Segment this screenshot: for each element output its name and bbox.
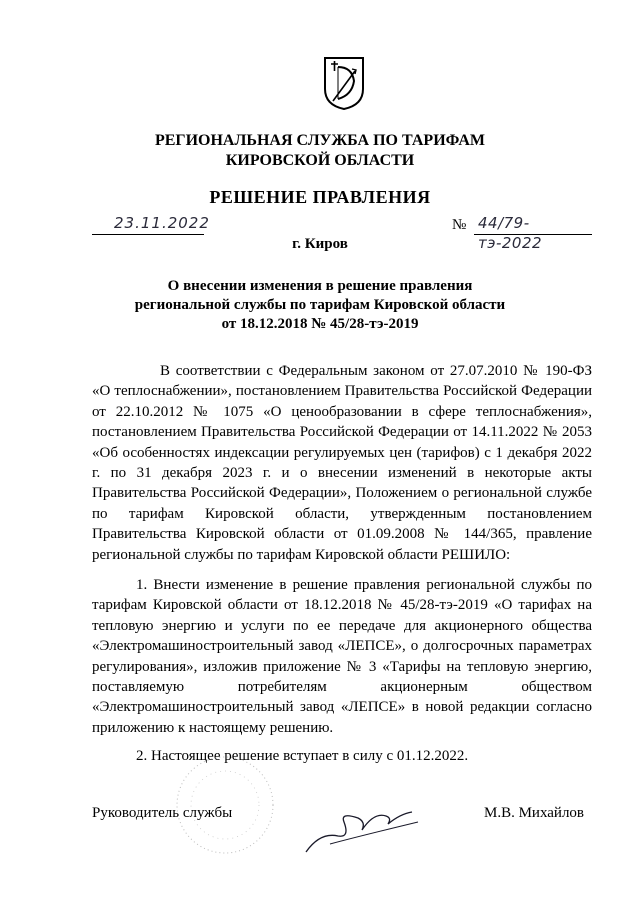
number-label: № — [452, 217, 467, 233]
decision-date: 23.11.2022 — [92, 213, 204, 235]
document-type-heading: РЕШЕНИЕ ПРАВЛЕНИЯ — [209, 187, 431, 207]
organization-name-line1: РЕГИОНАЛЬНАЯ СЛУЖБА ПО ТАРИФАМ — [154, 132, 486, 149]
decision-item-1: 1. Внести изменение в решение правления региональной службы по тарифам Кировской области от 18.12.2018 № 45/28-тэ-2019 «О тарифах на тепловую энергию и услуги по ее передаче для акционерного общества «Электромашиностроительный завод «ЛЕПСЕ», о долгосрочных параметрах регулирования», изложив приложение № 3 «Тарифы на тепловую энергию, поставляемую потребителям акционерным обществом «Электромашиностроительный завод «ЛЕПСЕ» в новой редакции согласно приложению к настоящему решению. — [92, 577, 592, 736]
coat-of-arms-icon — [322, 55, 366, 111]
document-title-line1: О внесении изменения в решение правления — [167, 278, 473, 294]
handwritten-signature — [300, 792, 430, 862]
signatory-name: М.В. Михайлов — [484, 805, 585, 821]
decision-item-2: 2. Настоящее решение вступает в силу с 01.12.2022. — [136, 748, 469, 764]
organization-name-line2: КИРОВСКОЙ ОБЛАСТИ — [225, 152, 415, 169]
signatory-position: Руководитель службы — [92, 805, 233, 821]
document-title-line2: региональной службы по тарифам Кировской области — [134, 297, 506, 313]
decision-number: 44/79-тэ-2022 — [474, 213, 592, 235]
city-name: г. Киров — [292, 236, 348, 252]
document-title-line3: от 18.12.2018 № 45/28-тэ-2019 — [221, 316, 419, 332]
preamble-paragraph: В соответствии с Федеральным законом от 27.07.2010 № 190-ФЗ «О теплоснабжении», постановлением Правительства Российской Федерации от 22.10.2012 № 1075 «О ценообразовании в сфере теплоснабжения», постановлением Правительства Российской Федерации от 14.11.2022 № 2053 «Об особенностях индексации регулируемых цен (тарифов) с 1 декабря 2022 г. по 31 декабря 2023 г. и о внесении изменений в некоторые акты Правительства Российской Федерации», Положением о региональной службе по тарифам Кировской области, утвержденным постановлением Правительства Кировской области от 01.09.2008 № 144/365, правление региональной службы по тарифам Кировской области РЕШИЛО: — [92, 363, 592, 563]
